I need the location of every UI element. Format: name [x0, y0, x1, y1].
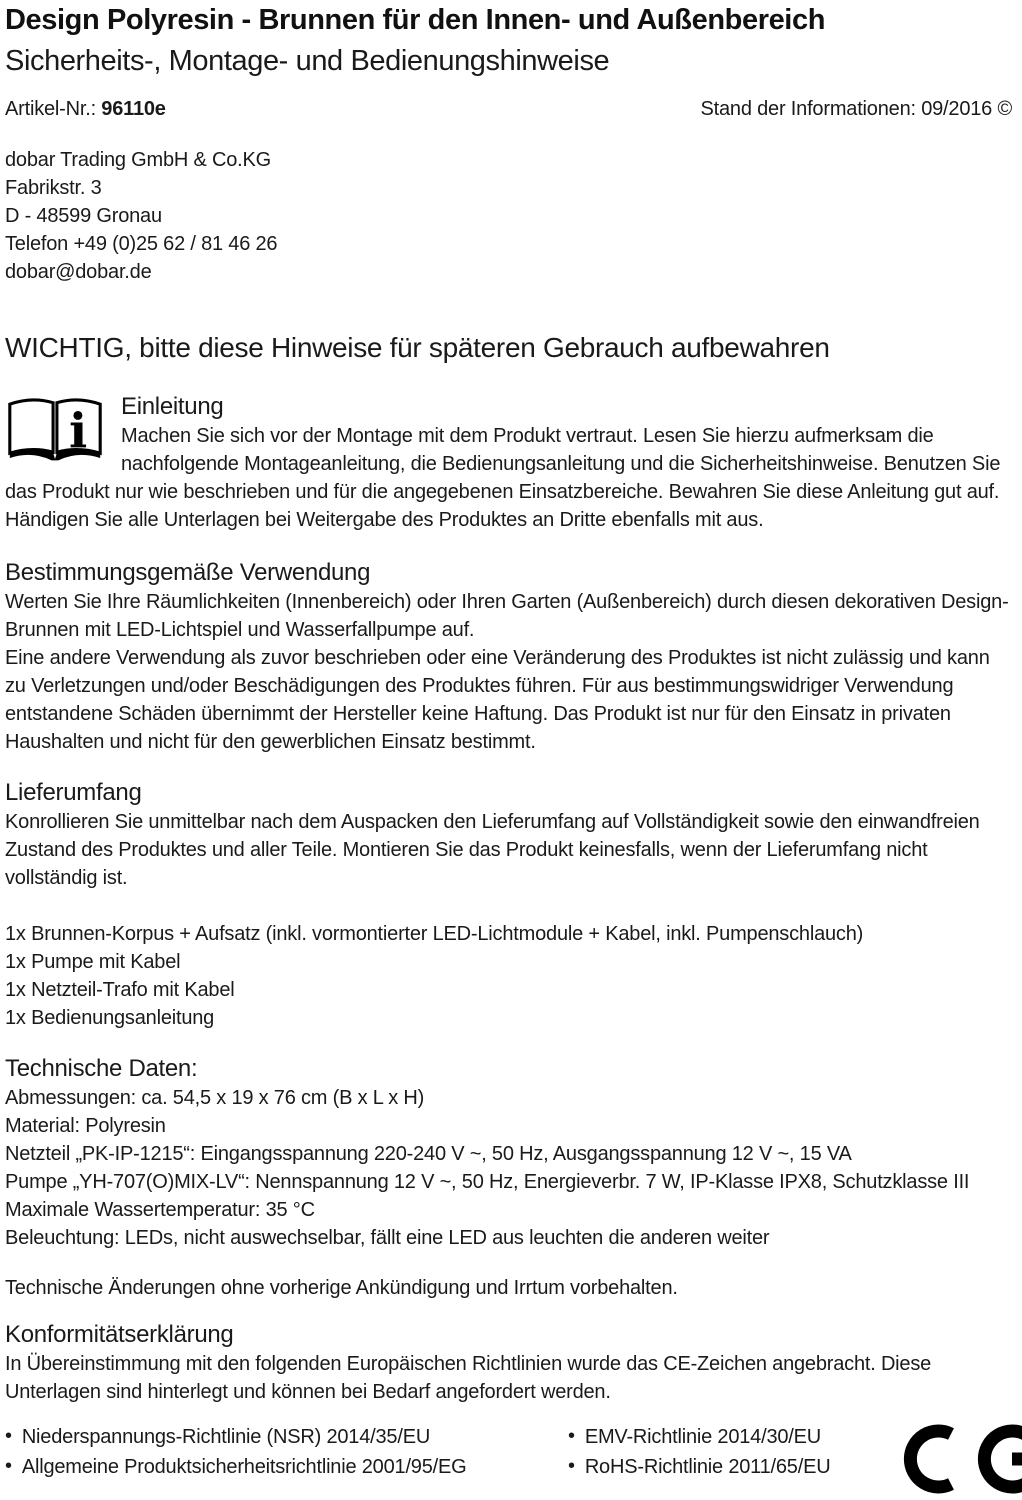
list-item	[5, 1452, 568, 1482]
tech-line-netzteil: Netzteil „PK-IP-1215“: Eingangsspannung 220-240 V ~, 50 Hz, Ausgangsspannung 12 V ~, 15 VA	[5, 1143, 852, 1165]
list-item	[568, 1452, 830, 1482]
lieferumfang-text: Konrollieren Sie unmittelbar nach dem Auspacken den Lieferumfang auf Vollständigkeit sowie den einwandfreien Zustand des Produktes und aller Teile. Montieren Sie das Produkt keinesfalls, wenn der Lieferumfang nicht vollständig ist.	[5, 811, 980, 889]
information-date: Stand der Informationen: 09/2016 ©	[700, 98, 1012, 120]
directives-column-1	[5, 1422, 568, 1482]
important-notice: WICHTIG, bitte diese Hinweise für späteren Gebrauch aufbewahren	[5, 332, 830, 363]
konformitaet-text: In Übereinstimmung mit den folgenden Europäischen Richtlinien wurde das CE-Zeichen angebracht. Diese Unterlagen sind hinterlegt und können bei Bedarf angefordert werden.	[5, 1353, 932, 1403]
list-item: 1x Pumpe mit Kabel	[5, 951, 181, 973]
bullet-icon: •	[5, 1455, 12, 1477]
tech-line-material: Material: Polyresin	[5, 1115, 166, 1137]
list-item: 1x Netzteil-Trafo mit Kabel	[5, 979, 235, 1001]
section-konformitaetserklaerung	[5, 1320, 1012, 1482]
section-verwendung	[5, 558, 1012, 756]
einleitung-text: Machen Sie sich vor der Montage mit dem Produkt vertraut. Lesen Sie hierzu aufmerksam die nachfolgende Montageanleitung, die Bedienungsanleitung und die Sicherheitshinweise. Benutzen Sie das Produkt nur wie beschrieben und für die angegebenen Einsatzbereiche. Bewahren Sie diese Anleitung gut auf. Händigen Sie alle Unterlagen bei Weitergabe des Produktes an Dritte ebenfalls mit aus.	[5, 425, 1001, 531]
list-item: 1x Brunnen-Korpus + Aufsatz (inkl. vormontierter LED-Lichtmodule + Kabel, inkl. Pumpenschlauch)	[5, 923, 864, 945]
list-item	[568, 1422, 830, 1452]
tech-line-wassertemperatur: Maximale Wassertemperatur: 35 °C	[5, 1199, 315, 1221]
verwendung-text-1: Werten Sie Ihre Räumlichkeiten (Innenbereich) oder Ihren Garten (Außenbereich) durch diesen dekorativen Design-Brunnen mit LED-Lichtspiel und Wasserfallpumpe auf.	[5, 591, 1009, 641]
page-subtitle: Sicherheits-, Montage- und Bedienungshinweise	[5, 45, 610, 77]
tech-line-abmessungen: Abmessungen: ca. 54,5 x 19 x 76 cm (B x L x H)	[5, 1087, 425, 1109]
article-number-label: Artikel-Nr.:	[5, 98, 102, 120]
bullet-icon: •	[5, 1425, 12, 1447]
verwendung-text-2: Eine andere Verwendung als zuvor beschrieben oder eine Veränderung des Produktes ist nicht zulässig und kann zu Verletzungen und/oder Beschädigungen des Produktes führen. Für aus bestimmungswidriger Verwendung entstandene Schäden übernimmt der Hersteller keine Haftung. Das Produkt ist nur für den Einsatz in privaten Haushalten und nicht für den gewerblichen Einsatz bestimmt.	[5, 647, 990, 753]
svg-text:i: i	[69, 403, 88, 460]
lieferumfang-heading: Lieferumfang	[5, 779, 142, 806]
section-lieferumfang	[5, 778, 1012, 1032]
list-item	[5, 1422, 568, 1452]
tech-line-pumpe: Pumpe „YH-707(O)MIX-LV“: Nennspannung 12 V ~, 50 Hz, Energieverbr. 7 W, IP-Klasse IPX8, Schutzklasse III	[5, 1171, 970, 1193]
directive-label: EMV-Richtlinie 2014/30/EU	[584, 1426, 822, 1448]
ce-mark-icon	[898, 1421, 1022, 1497]
meta-row	[5, 96, 1012, 122]
article-number-value: 96110e	[101, 98, 166, 120]
tech-line-beleuchtung: Beleuchtung: LEDs, nicht auswechselbar, fällt eine LED aus leuchten die anderen weiter	[5, 1227, 770, 1249]
open-book-info-icon	[5, 394, 105, 472]
technische-aenderungen-note: Technische Änderungen ohne vorherige Ankündigung und Irrtum vorbehalten.	[5, 1277, 678, 1299]
bullet-icon: •	[568, 1455, 575, 1477]
directives-list	[5, 1422, 1012, 1482]
technische-daten-lines	[5, 1084, 1012, 1252]
company-email: dobar@dobar.de	[5, 261, 152, 283]
directive-label: Niederspannungs-Richtlinie (NSR) 2014/35/EU	[21, 1426, 431, 1448]
directives-column-2	[568, 1422, 830, 1482]
section-einleitung	[5, 392, 1012, 534]
konformitaet-heading: Konformitätserklärung	[5, 1321, 234, 1348]
page-title: Design Polyresin - Brunnen für den Innen- und Außenbereich	[5, 4, 826, 36]
verwendung-heading: Bestimmungsgemäße Verwendung	[5, 559, 371, 586]
company-phone: Telefon +49 (0)25 62 / 81 46 26	[5, 233, 278, 255]
company-city: D - 48599 Gronau	[5, 205, 162, 227]
einleitung-heading: Einleitung	[121, 393, 224, 420]
lieferumfang-items	[5, 920, 1012, 1032]
directive-label: Allgemeine Produktsicherheitsrichtlinie 2001/95/EG	[21, 1456, 467, 1478]
company-name: dobar Trading GmbH & Co.KG	[5, 149, 272, 171]
bullet-icon: •	[568, 1425, 575, 1447]
section-technische-daten	[5, 1054, 1012, 1302]
list-item: 1x Bedienungsanleitung	[5, 1007, 215, 1029]
directive-label: RoHS-Richtlinie 2011/65/EU	[584, 1456, 831, 1478]
company-street: Fabrikstr. 3	[5, 177, 102, 199]
article-number-line	[5, 96, 166, 122]
company-address	[5, 146, 1012, 286]
technische-daten-heading: Technische Daten:	[5, 1055, 198, 1082]
